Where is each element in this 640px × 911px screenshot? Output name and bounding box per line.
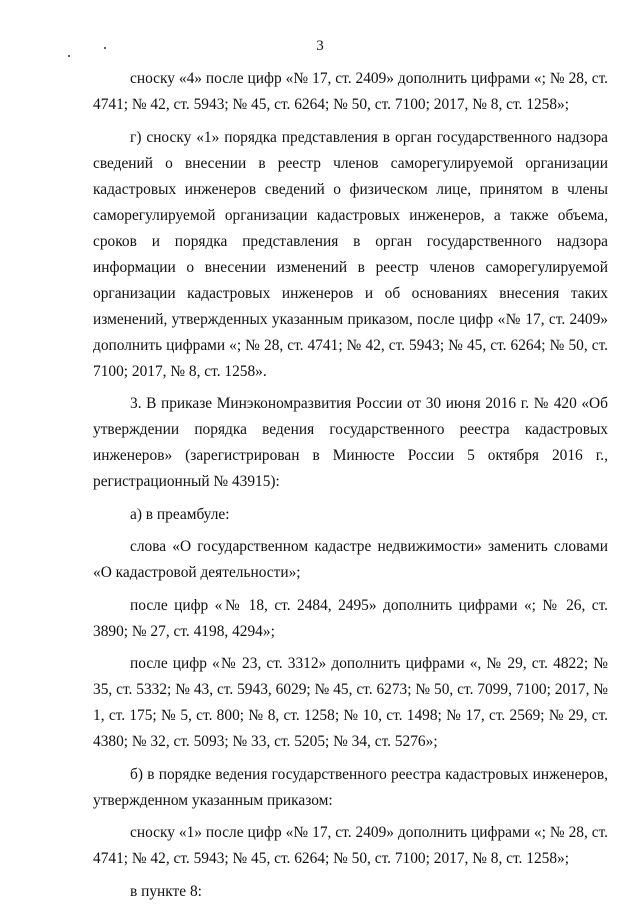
scan-speck [68, 55, 70, 57]
document-body [93, 66, 608, 911]
paragraph-item-a: а) в преамбуле: [130, 505, 230, 523]
paragraph-item-g: г) сноску «1» порядка представления в орган государственного надзора сведений о внесении в реестр членов саморегулируемой организации кадастровых инженеров сведений о физическом лице, принятом в члены саморегулируемой организации кадастровых инженеров, а также объема, сроков и порядка представления в орган государственного надзора информации о внесении изменений в реестр членов саморегулируемой организации кадастровых инженеров и об основаниях внесения таких изменений, утвержденных указанным приказом, после цифр «№ 17, ст. 2409» дополнить цифрами «; № 28, ст. 4741; № 42, ст. 5943; № 45, ст. 6264; № 50, ст. 7100; 2017, № 8, ст. 1258». [93, 128, 608, 380]
paragraph-footnote-1: сноску «1» после цифр «№ 17, ст. 2409» дополнить цифрами «; № 28, ст. 4741; № 42, ст. 5943; № 45, ст. 6264; № 50, ст. 7100; 2017, № 8, ст. 1258»; [93, 824, 608, 867]
paragraph-section-3: 3. В приказе Минэкономразвития России от 30 июня 2016 г. № 420 «Об утверждении порядка ведения государственного реестра кадастровых инженеров» (зарегистрирован в Минюсте России 5 октября 2016 г., регистрационный № 43915): [93, 395, 608, 490]
paragraph-words-replace: слова «О государственном кадастре недвижимости» заменить словами «О кадастровой деятельности»; [93, 538, 608, 581]
paragraph-footnote-4: сноску «4» после цифр «№ 17, ст. 2409» дополнить цифрами «; № 28, ст. 4741; № 42, ст. 5943; № 45, ст. 6264; № 50, ст. 7100; 2017, № 8, ст. 1258»; [93, 70, 608, 113]
page-number: 3 [316, 38, 324, 54]
paragraph-after-digits-23: после цифр «№ 23, ст. 3312» дополнить цифрами «, № 29, ст. 4822; № 35, ст. 5332; № 43, ст. 5943, 6029; № 45, ст. 6273; № 50, ст. 7099, 7100; 2017, № 1, ст. 175; № 5, ст. 800; № 8, ст. 1258; № 10, ст. 1498; № 17, ст. 2569; № 29, ст. 4380; № 32, ст. 5093; № 33, ст. 5205; № 34, ст. 5276»; [93, 655, 608, 750]
paragraph-after-digits-18: после цифр «№ 18, ст. 2484, 2495» дополнить цифрами «; № 26, ст. 3890; № 27, ст. 4198, 4294»; [93, 596, 608, 640]
paragraph-item-b: б) в порядке ведения государственного реестра кадастровых инженеров, утвержденном указанным приказом: [93, 765, 608, 809]
paragraph-point-8: в пункте 8: [130, 882, 202, 900]
